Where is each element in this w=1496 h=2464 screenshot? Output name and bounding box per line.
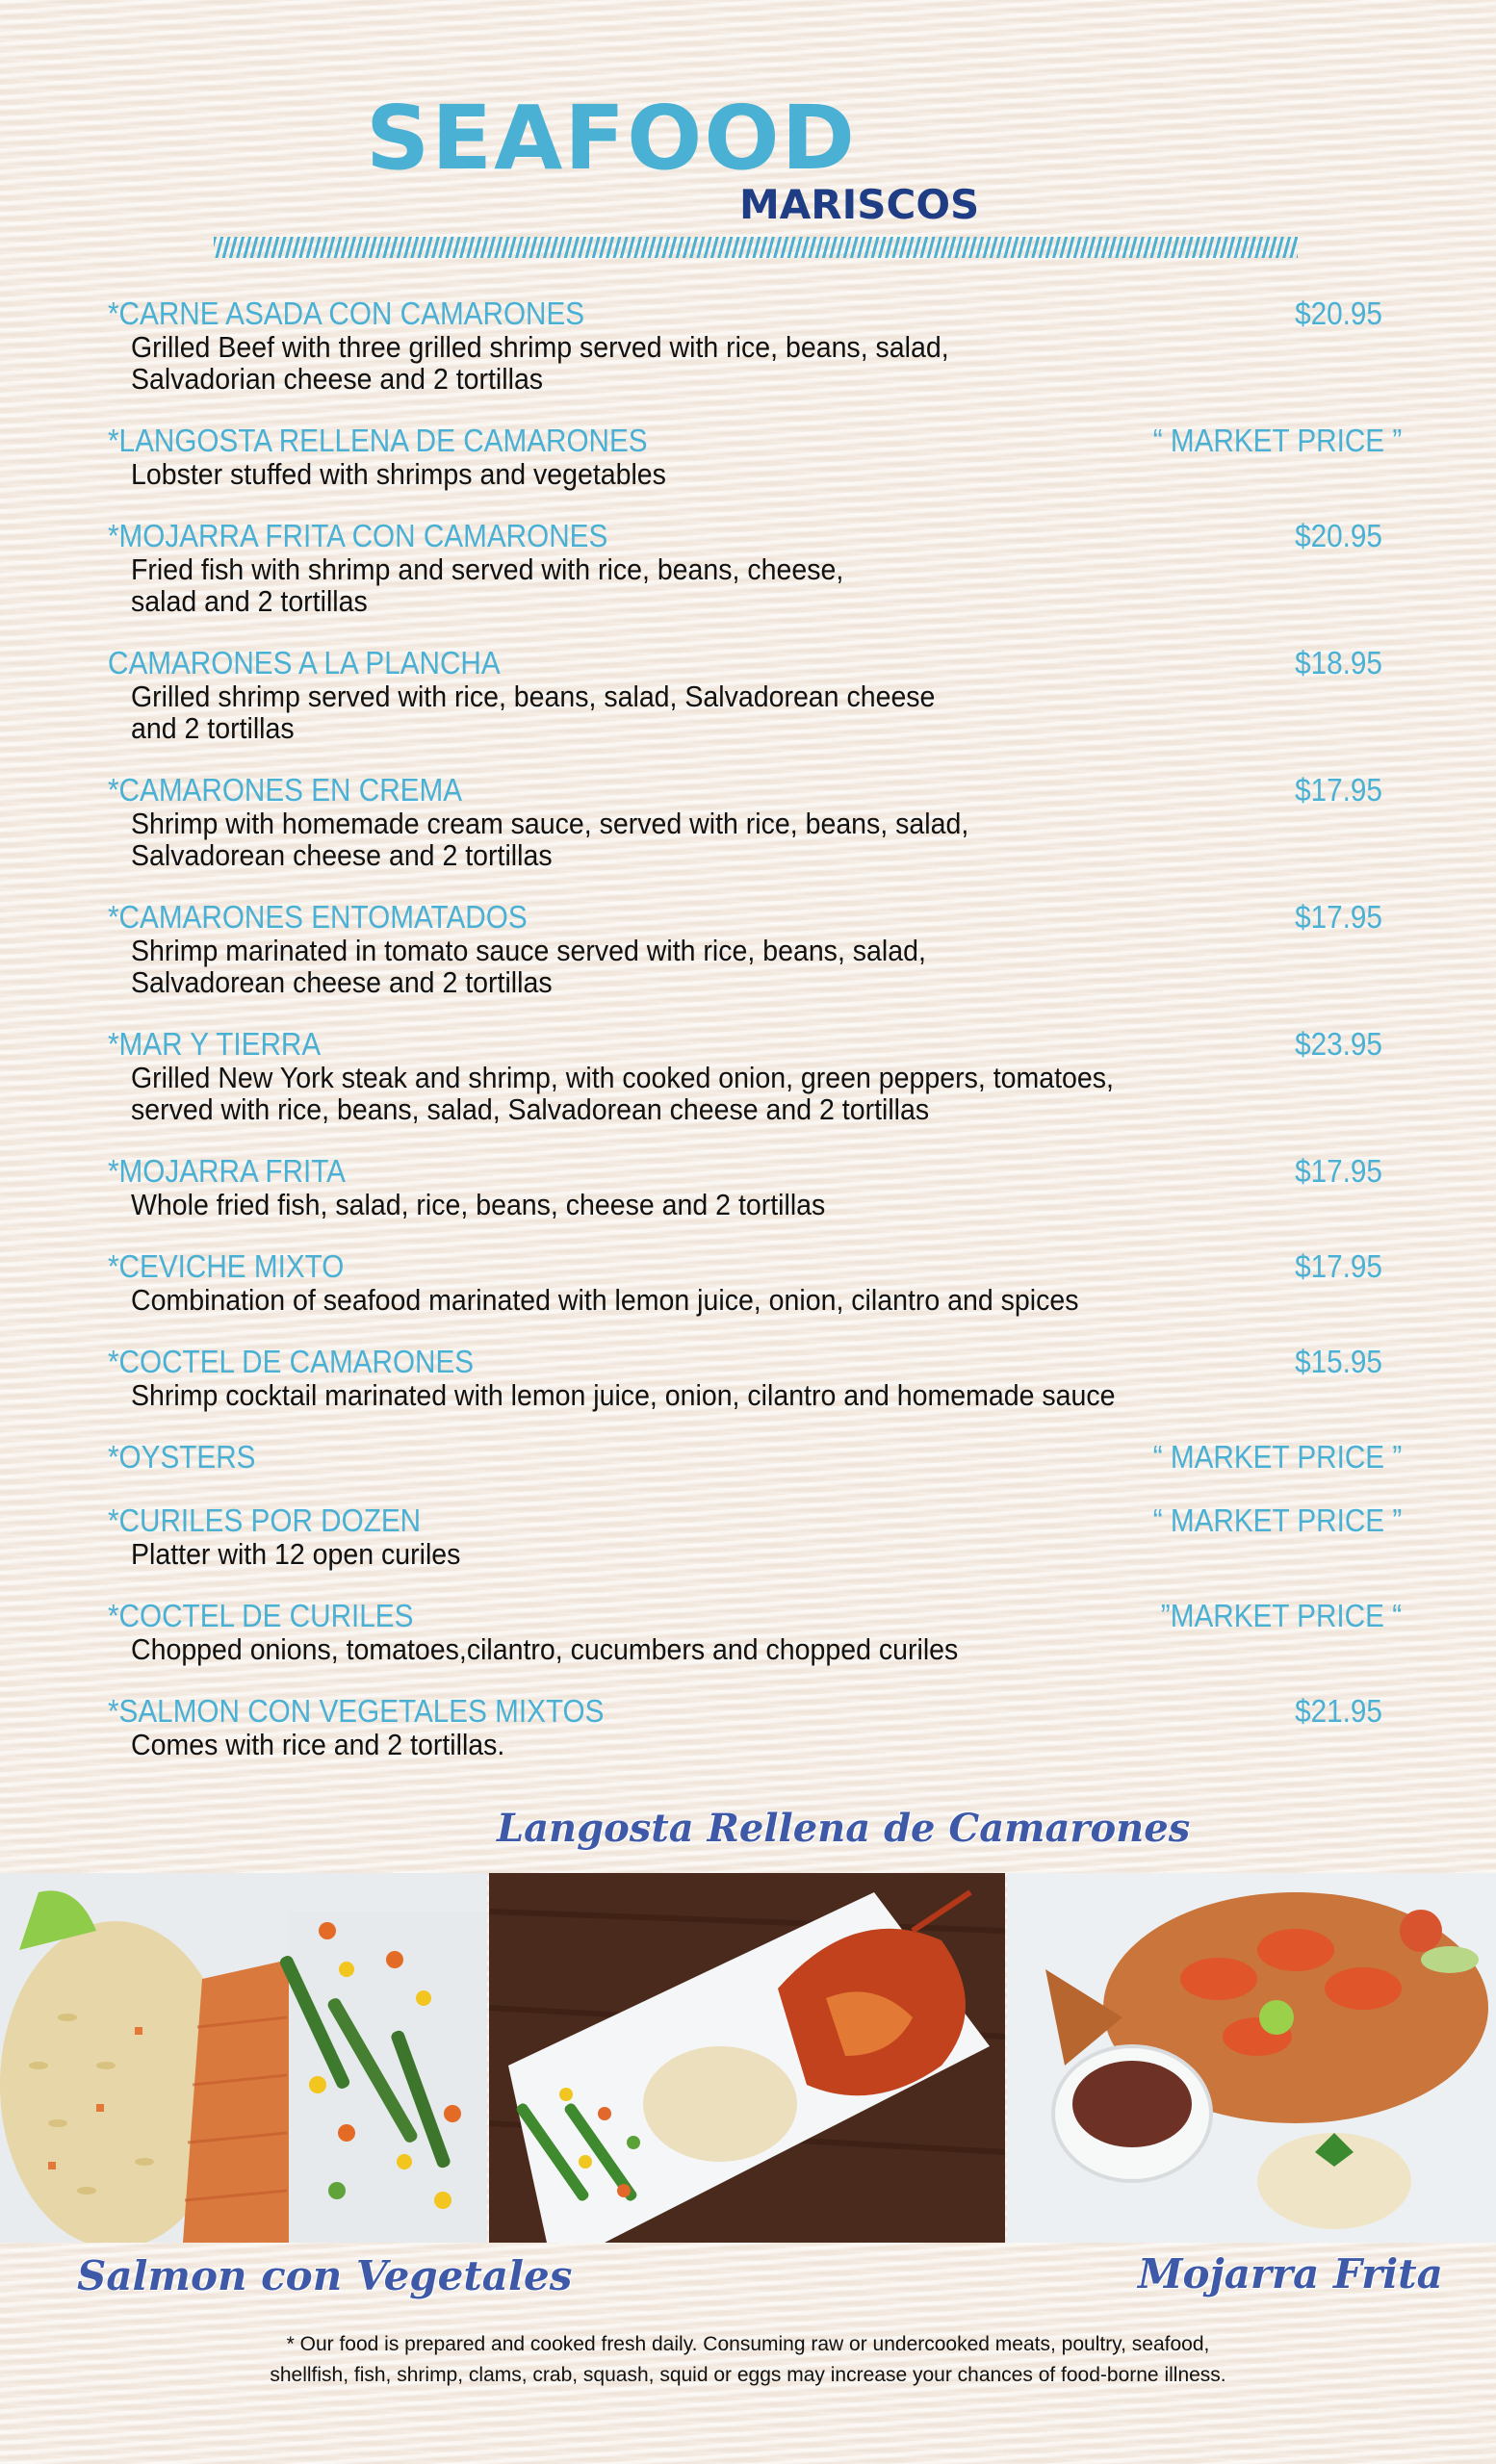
menu-item-name: *CURILES POR DOZEN — [108, 1502, 422, 1538]
menu-item-price: “ MARKET PRICE ” — [1152, 1502, 1402, 1538]
menu-item-name: *LANGOSTA RELLENA DE CAMARONES — [108, 423, 648, 458]
menu-item-header — [108, 1345, 1398, 1379]
menu-item-description: Combination of seafood marinated with lemon juice, onion, cilantro and spices — [131, 1283, 1079, 1317]
menu-item — [108, 296, 1398, 395]
menu-item — [108, 1598, 1402, 1666]
menu-item-description: Grilled shrimp served with rice, beans, salad, Salvadorean cheese — [131, 680, 936, 713]
menu-item-name: *COCTEL DE CURILES — [108, 1598, 414, 1633]
menu-item-header — [108, 423, 1402, 458]
menu-item-price: $17.95 — [1295, 1248, 1382, 1284]
menu-item-description: Grilled New York steak and shrimp, with cooked onion, green peppers, tomatoes, — [131, 1061, 1114, 1094]
menu-item-description: Grilled Beef with three grilled shrimp served with rice, beans, salad, — [131, 330, 949, 364]
menu-item — [108, 1154, 1398, 1220]
menu-item-name: *COCTEL DE CAMARONES — [108, 1344, 475, 1379]
menu-item-price: $20.95 — [1295, 295, 1382, 331]
menu-item-name: *MOJARRA FRITA CON CAMARONES — [108, 518, 608, 553]
menu-item-price: $17.95 — [1295, 899, 1382, 935]
menu-item-header — [108, 646, 1398, 680]
menu-item-name: *CAMARONES EN CREMA — [108, 772, 463, 808]
salmon-plate-image — [0, 1873, 487, 2243]
footnote-line-1: * Our food is prepared and cooked fresh daily. Consuming raw or undercooked meats, poultry, seafood, — [286, 2333, 1210, 2355]
menu-item-name: *CARNE ASADA CON CAMARONES — [108, 295, 585, 331]
menu-item-name: *CEVICHE MIXTO — [108, 1248, 345, 1284]
menu-item-header — [108, 1694, 1398, 1729]
menu-item-price: $23.95 — [1295, 1026, 1382, 1062]
caption-salmon: Salmon con Vegetales — [77, 2252, 573, 2299]
menu-item-description: Whole fried fish, salad, rice, beans, cheese and 2 tortillas — [131, 1188, 826, 1221]
menu-item-name: *OYSTERS — [108, 1439, 256, 1475]
menu-item-header — [108, 1154, 1398, 1189]
menu-list — [108, 295, 1402, 1789]
photo-mojarra — [1007, 1873, 1496, 2243]
menu-item — [108, 646, 1398, 744]
footnote-line-2: shellfish, fish, shrimp, clams, crab, squash, squid or eggs may increase your chances of food-borne illness. — [270, 2364, 1226, 2386]
menu-item-description: Shrimp with homemade cream sauce, served with rice, beans, salad, — [131, 807, 969, 840]
menu-item-name: *SALMON CON VEGETALES MIXTOS — [108, 1693, 605, 1729]
caption-lobster: Langosta Rellena de Camarones — [497, 1806, 1191, 1851]
menu-item-price: ”MARKET PRICE “ — [1160, 1598, 1402, 1633]
caption-mojarra: Mojarra Frita — [1138, 2250, 1443, 2297]
menu-item-description: served with rice, beans, salad, Salvadorean cheese and 2 tortillas — [131, 1092, 930, 1126]
menu-item-header — [108, 900, 1398, 935]
menu-item-description: Salvadorean cheese and 2 tortillas — [131, 965, 553, 999]
menu-item-description: Lobster stuffed with shrimps and vegetables — [131, 457, 666, 491]
menu-item — [108, 423, 1402, 491]
menu-item-price: $21.95 — [1295, 1693, 1382, 1729]
menu-item-header — [108, 519, 1398, 553]
menu-item-header — [108, 1027, 1398, 1062]
menu-item-description: Fried fish with shrimp and served with rice, beans, cheese, — [131, 552, 844, 586]
menu-item-header — [108, 773, 1398, 808]
menu-item-header — [108, 1439, 1402, 1475]
menu-item-name: *MOJARRA FRITA — [108, 1153, 346, 1189]
menu-item-price: $20.95 — [1295, 518, 1382, 553]
menu-item — [108, 1345, 1398, 1411]
menu-item — [108, 1249, 1398, 1316]
menu-item-price: $17.95 — [1295, 1153, 1382, 1189]
menu-item-description: Platter with 12 open curiles — [131, 1537, 461, 1571]
page-title: SEAFOOD — [366, 87, 857, 190]
menu-item-description: Shrimp cocktail marinated with lemon juice, onion, cilantro and homemade sauce — [131, 1378, 1116, 1412]
menu-item — [108, 773, 1398, 871]
menu-item-name: *CAMARONES ENTOMATADOS — [108, 899, 528, 935]
menu-item-name: *MAR Y TIERRA — [108, 1026, 322, 1062]
food-safety-footnote — [0, 2329, 1496, 2391]
menu-item-price: $15.95 — [1295, 1344, 1382, 1379]
menu-item-header — [108, 296, 1398, 331]
menu-item-name: CAMARONES A LA PLANCHA — [108, 645, 501, 680]
menu-item — [108, 1027, 1398, 1125]
menu-item-description: Salvadorean cheese and 2 tortillas — [131, 838, 553, 872]
decorative-stripe — [214, 237, 1298, 258]
menu-item — [108, 1439, 1402, 1475]
menu-item-price: “ MARKET PRICE ” — [1152, 423, 1402, 458]
menu-item-description: Chopped onions, tomatoes,cilantro, cucumbers and chopped curiles — [131, 1632, 959, 1666]
menu-item — [108, 519, 1398, 617]
photo-lobster — [489, 1873, 1005, 2243]
menu-item — [108, 900, 1398, 998]
menu-item-description: salad and 2 tortillas — [131, 584, 368, 618]
menu-item-description: Comes with rice and 2 tortillas. — [131, 1728, 505, 1761]
menu-item-price: $18.95 — [1295, 645, 1382, 680]
lobster-plate-image — [489, 1873, 1005, 2243]
photo-salmon — [0, 1873, 487, 2243]
menu-item-description: Shrimp marinated in tomato sauce served with rice, beans, salad, — [131, 934, 926, 967]
menu-item-description: and 2 tortillas — [131, 711, 295, 745]
menu-item — [108, 1502, 1402, 1571]
menu-item-header — [108, 1598, 1402, 1633]
menu-item-price: $17.95 — [1295, 772, 1382, 808]
menu-item-price: “ MARKET PRICE ” — [1152, 1439, 1402, 1475]
menu-item-header — [108, 1249, 1398, 1284]
menu-item-description: Salvadorian cheese and 2 tortillas — [131, 362, 544, 396]
page-subtitle: MARISCOS — [739, 181, 980, 228]
menu-item-header — [108, 1502, 1402, 1538]
mojarra-plate-image — [1007, 1873, 1496, 2243]
menu-item — [108, 1694, 1398, 1760]
